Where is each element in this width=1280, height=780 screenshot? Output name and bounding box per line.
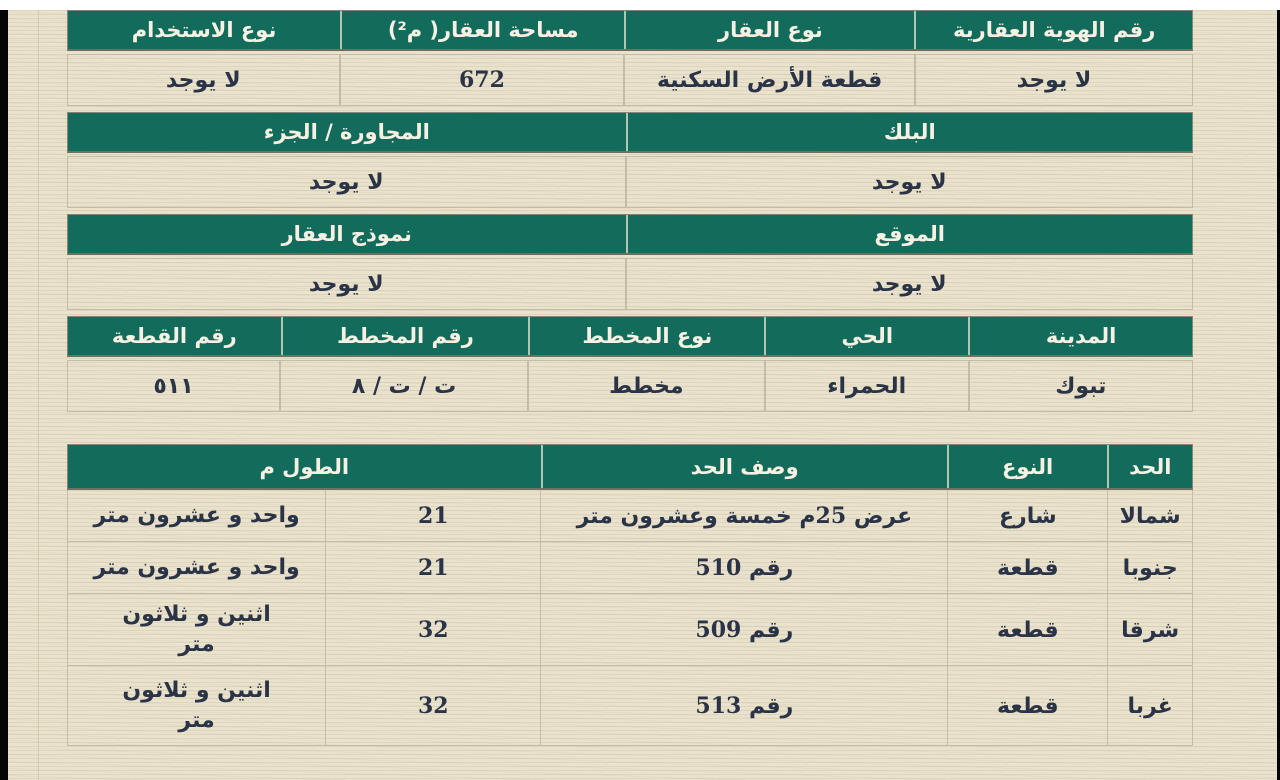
header-boundary: الحد (1107, 445, 1193, 488)
value-property-area: 672 (340, 54, 625, 106)
value-plan-type: مخطط (528, 360, 765, 412)
boundaries-table (67, 444, 1193, 746)
boundary-type: قطعة (947, 594, 1107, 666)
boundary-length-number: 32 (325, 666, 540, 746)
boundary-length-text: واحد و عشرون متر (67, 490, 325, 542)
boundary-description: عرض 25م خمسة وعشرون متر (540, 490, 947, 542)
boundary-type: قطعة (947, 666, 1107, 746)
boundary-length-number: 21 (325, 542, 540, 594)
header-district: الحي (764, 317, 968, 355)
boundary-name: شرقا (1107, 594, 1193, 666)
boundary-length-text: اثنين و ثلاثون متر (67, 594, 325, 666)
header-property-area: مساحة العقار( م²) (340, 11, 624, 49)
value-plan-number: ت / ت / ٨ (280, 360, 528, 412)
boundary-type: شارع (947, 490, 1107, 542)
location-value-row (67, 258, 1193, 310)
header-property-type: نوع العقار (624, 11, 914, 49)
boundaries-header-row (67, 444, 1193, 490)
property-main-header-row (67, 10, 1193, 51)
header-property-model: نموذج العقار (68, 215, 626, 253)
value-property-id: لا يوجد (915, 54, 1193, 106)
value-location: لا يوجد (626, 258, 1194, 310)
property-main-value-row (67, 54, 1193, 106)
value-district: الحمراء (765, 360, 969, 412)
header-boundary-description: وصف الحد (541, 445, 947, 488)
plan-header-row (67, 316, 1193, 357)
header-plot-number: رقم القطعة (68, 317, 281, 355)
value-adjacency-part: لا يوجد (67, 156, 626, 208)
block-value-row (67, 156, 1193, 208)
header-property-id: رقم الهوية العقارية (914, 11, 1192, 49)
value-usage-type: لا يوجد (67, 54, 340, 106)
section-property-main (67, 10, 1193, 106)
property-info-table (67, 10, 1193, 412)
value-block: لا يوجد (626, 156, 1194, 208)
value-property-type: قطعة الأرض السكنية (624, 54, 915, 106)
boundary-name: شمالا (1107, 490, 1193, 542)
boundary-name: جنوبا (1107, 542, 1193, 594)
section-block (67, 112, 1193, 208)
header-location: الموقع (626, 215, 1192, 253)
boundary-length-number: 32 (325, 594, 540, 666)
boundary-type: قطعة (947, 542, 1107, 594)
value-city: تبوك (969, 360, 1193, 412)
header-plan-number: رقم المخطط (281, 317, 529, 355)
boundary-row-west (67, 666, 1193, 746)
header-city: المدينة (968, 317, 1192, 355)
deed-document-page (0, 10, 1280, 780)
boundary-length-text: اثنين و ثلاثون متر (67, 666, 325, 746)
header-boundary-length: الطول م (68, 445, 541, 488)
value-property-model: لا يوجد (67, 258, 626, 310)
boundary-description: رقم 509 (540, 594, 947, 666)
boundary-row-south (67, 542, 1193, 594)
header-usage-type: نوع الاستخدام (68, 11, 340, 49)
location-header-row (67, 214, 1193, 255)
header-adjacency-part: المجاورة / الجزء (68, 113, 626, 151)
section-location (67, 214, 1193, 310)
boundary-row-east (67, 594, 1193, 666)
boundary-description: رقم 510 (540, 542, 947, 594)
value-plot-number: ٥١١ (67, 360, 280, 412)
header-block: البلك (626, 113, 1192, 151)
page-seam-line (38, 10, 39, 780)
plan-value-row (67, 360, 1193, 412)
boundary-length-number: 21 (325, 490, 540, 542)
boundary-length-text: واحد و عشرون متر (67, 542, 325, 594)
header-boundary-type: النوع (947, 445, 1107, 488)
boundary-name: غربا (1107, 666, 1193, 746)
block-header-row (67, 112, 1193, 153)
section-plan (67, 316, 1193, 412)
header-plan-type: نوع المخطط (528, 317, 764, 355)
document-body (67, 10, 1193, 746)
boundary-row-north (67, 490, 1193, 542)
boundary-description: رقم 513 (540, 666, 947, 746)
